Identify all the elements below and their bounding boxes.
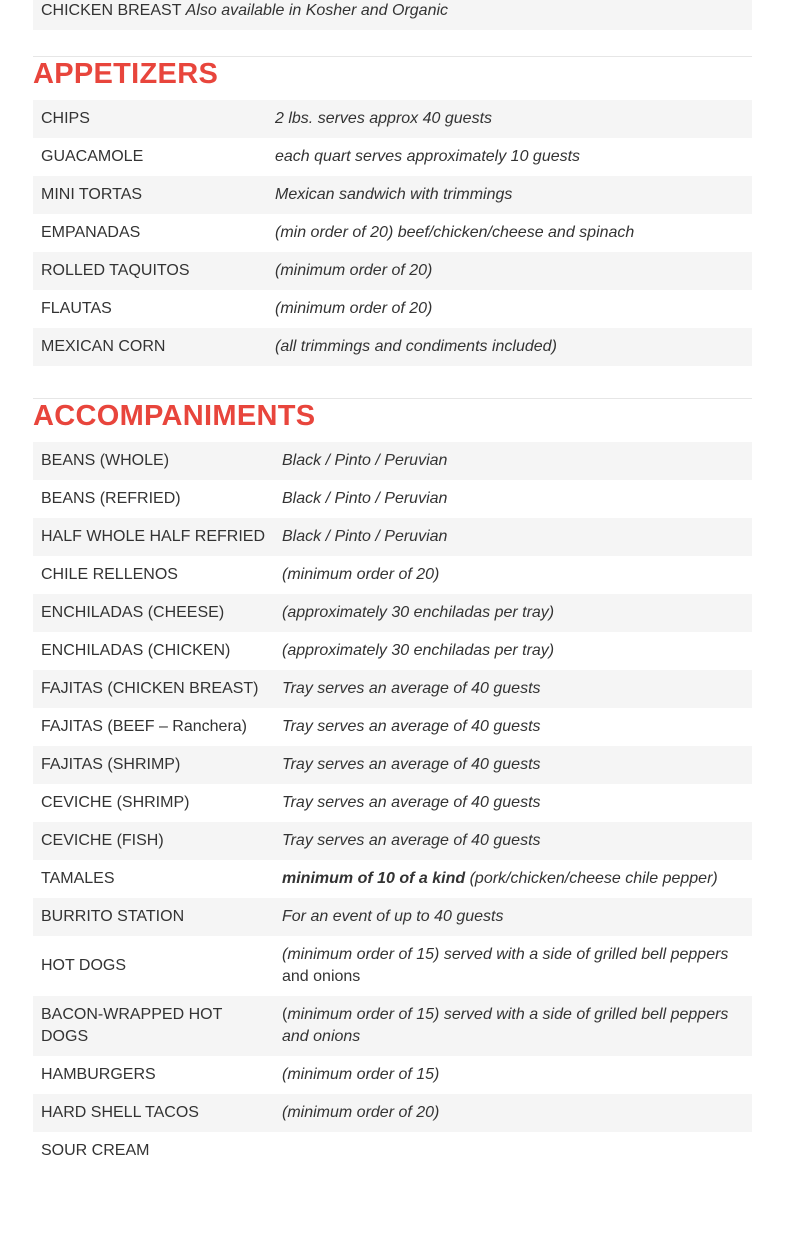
menu-item-note [267, 138, 752, 176]
menu-item-name: CEVICHE (SHRIMP) [33, 784, 274, 822]
menu-item-note [274, 708, 752, 746]
menu-item-name: CHILE RELLENOS [33, 556, 274, 594]
table-row [33, 632, 752, 670]
menu-item-note [274, 518, 752, 556]
menu-item-name: BEANS (WHOLE) [33, 442, 274, 480]
appetizers-heading: APPETIZERS [33, 58, 219, 90]
table-row [33, 860, 752, 898]
note-text: Black / Pinto / Peruvian [282, 528, 448, 545]
menu-item-name: BURRITO STATION [33, 898, 274, 936]
menu-item-name: BEANS (REFRIED) [33, 480, 274, 518]
note-text: Tray serves an average of 40 guests [282, 756, 541, 773]
menu-item-note [267, 214, 752, 252]
menu-item-note [267, 290, 752, 328]
menu-item-note [274, 480, 752, 518]
menu-item-note [274, 1056, 752, 1094]
menu-item-name: CEVICHE (FISH) [33, 822, 274, 860]
menu-item-name: MEXICAN CORN [33, 328, 267, 366]
menu-item-note [274, 1132, 752, 1170]
menu-item-note [274, 594, 752, 632]
note-text: Tray serves an average of 40 guests [282, 680, 541, 697]
table-row [33, 784, 752, 822]
menu-item-note: Also available in Kosher and Organic [185, 2, 449, 19]
table-row [33, 0, 752, 30]
accompaniments-table [33, 442, 752, 1170]
chicken-table [33, 0, 752, 30]
menu-item-name: ENCHILADAS (CHEESE) [33, 594, 274, 632]
menu-item-name: FLAUTAS [33, 290, 267, 328]
note-text: (min order of 20) beef/chicken/cheese and spinach [275, 224, 635, 241]
menu-item-note [274, 784, 752, 822]
note-text: (minimum order of 20) [282, 566, 440, 583]
note-text: (approximately 30 enchiladas per tray) [282, 642, 555, 659]
table-row [33, 594, 752, 632]
menu-item-name: FAJITAS (SHRIMP) [33, 746, 274, 784]
menu-item-note [267, 100, 752, 138]
menu-item-name: FAJITAS (CHICKEN BREAST) [33, 670, 274, 708]
accompaniments-heading: ACCOMPANIMENTS [33, 400, 316, 432]
table-row [33, 518, 752, 556]
menu-item-note [267, 252, 752, 290]
note-text: 2 lbs. serves approx 40 guests [275, 110, 493, 127]
menu-item-note [274, 1094, 752, 1132]
note-text: Black / Pinto / Peruvian [282, 490, 448, 507]
table-row [33, 670, 752, 708]
table-row [33, 138, 752, 176]
menu-item-name: ENCHILADAS (CHICKEN) [33, 632, 274, 670]
note-tail: and onions [282, 968, 361, 985]
menu-item-name: TAMALES [33, 860, 274, 898]
table-row [33, 290, 752, 328]
table-row [33, 822, 752, 860]
menu-item-name: HALF WHOLE HALF REFRIED [33, 518, 274, 556]
menu-item-name: MINI TORTAS [33, 176, 267, 214]
table-row [33, 480, 752, 518]
note-emphasis: minimum of 10 of a kind [282, 870, 466, 887]
menu-item-name: FAJITAS (BEEF – Ranchera) [33, 708, 274, 746]
menu-item-name: ROLLED TAQUITOS [33, 252, 267, 290]
table-row [33, 1132, 752, 1170]
table-row [33, 556, 752, 594]
note-lead: ( [282, 1006, 288, 1023]
note-text: Mexican sandwich with trimmings [275, 186, 513, 203]
table-row [33, 442, 752, 480]
menu-item-note [274, 556, 752, 594]
menu-item-name: GUACAMOLE [33, 138, 267, 176]
menu-item-note [274, 936, 752, 996]
menu-item-note [274, 822, 752, 860]
note-text: (approximately 30 enchiladas per tray) [282, 604, 555, 621]
menu-item-name: HARD SHELL TACOS [33, 1094, 274, 1132]
note-text: Tray serves an average of 40 guests [282, 794, 541, 811]
note-text: each quart serves approximately 10 guests [275, 148, 581, 165]
note-text: Black / Pinto / Peruvian [282, 452, 448, 469]
menu-item-note [274, 670, 752, 708]
menu-item-row-text [33, 0, 752, 30]
note-text: Tray serves an average of 40 guests [282, 832, 541, 849]
table-row [33, 214, 752, 252]
note-text: Tray serves an average of 40 guests [282, 718, 541, 735]
menu-item-name: CHIPS [33, 100, 267, 138]
table-row [33, 996, 752, 1056]
menu-item-note [274, 746, 752, 784]
table-row [33, 898, 752, 936]
note-text: (minimum order of 15) served with a side of grilled bell peppers [282, 946, 729, 963]
table-row [33, 100, 752, 138]
note-text: (all trimmings and condiments included) [275, 338, 557, 355]
menu-item-note [267, 328, 752, 366]
menu-item-name: HAMBURGERS [33, 1056, 274, 1094]
menu-item-note [267, 176, 752, 214]
appetizers-table [33, 100, 752, 366]
note-text: (pork/chicken/cheese chile pepper) [469, 870, 718, 887]
menu-item-name: SOUR CREAM [33, 1132, 274, 1170]
table-row [33, 746, 752, 784]
menu-item-note [274, 860, 752, 898]
menu-item-note [274, 442, 752, 480]
note-text: (minimum order of 20) [282, 1104, 440, 1121]
note-text: minimum order of 15) served with a side of grilled bell peppers and onions [282, 1006, 729, 1045]
note-text: For an event of up to 40 guests [282, 908, 504, 925]
table-row [33, 252, 752, 290]
note-text: (minimum order of 20) [275, 300, 433, 317]
note-text: (minimum order of 15) [282, 1066, 440, 1083]
menu-item-name: HOT DOGS [33, 936, 274, 996]
menu-item-note [274, 996, 752, 1056]
menu-item-note [274, 898, 752, 936]
menu-item-name: EMPANADAS [33, 214, 267, 252]
table-row [33, 1056, 752, 1094]
menu-item-name: CHICKEN BREAST [41, 2, 182, 19]
table-row [33, 176, 752, 214]
menu-item-name: BACON-WRAPPED HOT DOGS [33, 996, 274, 1056]
menu-item-note [274, 632, 752, 670]
table-row [33, 708, 752, 746]
table-row [33, 1094, 752, 1132]
note-text: (minimum order of 20) [275, 262, 433, 279]
table-row [33, 328, 752, 366]
table-row [33, 936, 752, 996]
